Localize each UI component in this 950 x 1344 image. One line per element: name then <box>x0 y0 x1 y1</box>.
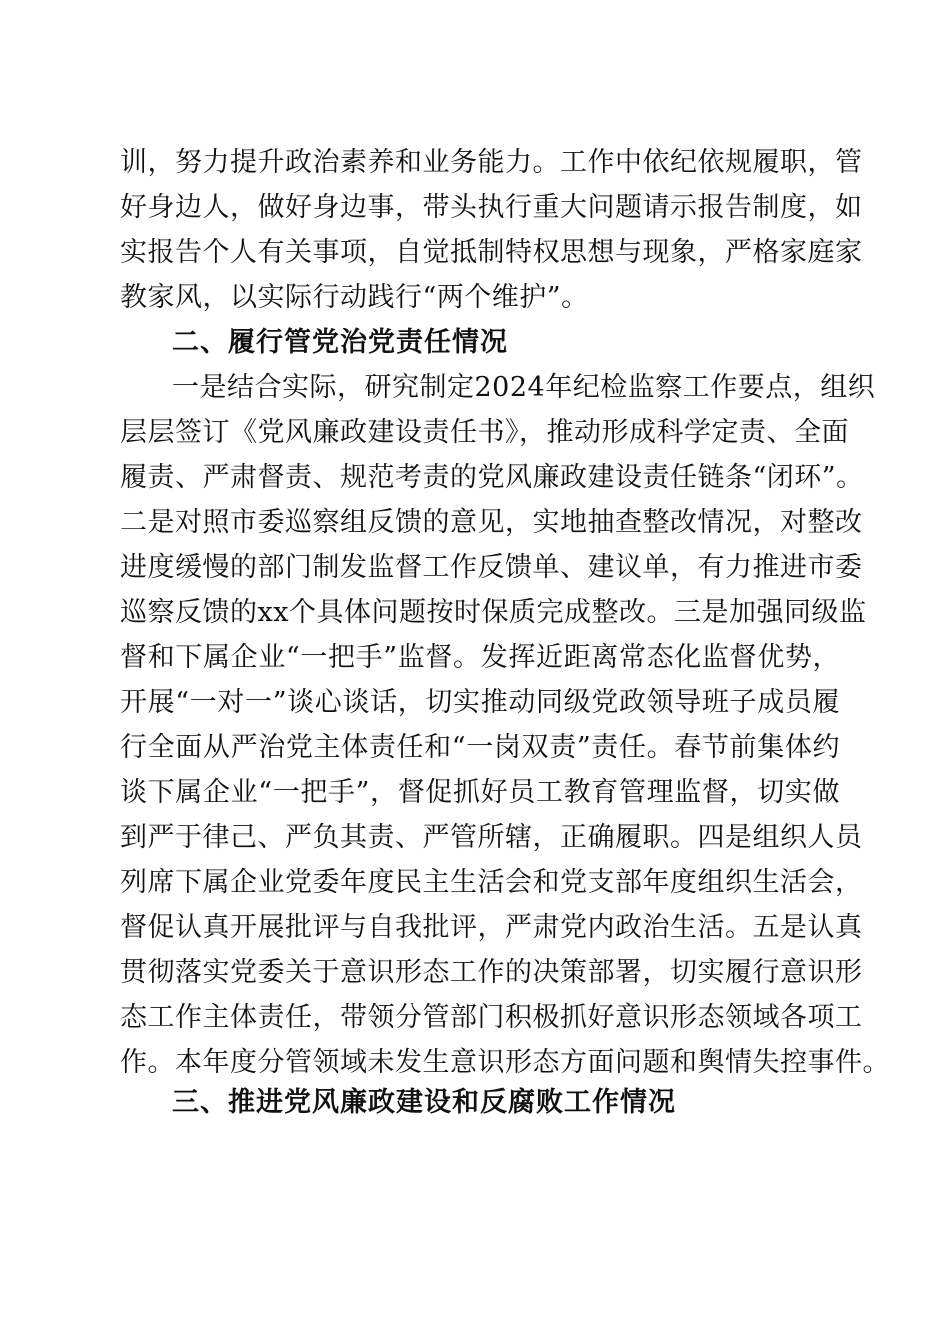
paragraph-2-line-6: 巡察反馈的xx个具体问题按时保质完成整改。三是加强同级监 <box>120 597 867 628</box>
paragraph-1-line-4: 教家风，以实际行动践行“两个维护”。 <box>120 282 589 313</box>
paragraph-2-line-13: 督促认真开展批评与自我批评，严肃党内政治生活。五是认真 <box>120 912 863 943</box>
paragraph-2-line-12: 列席下属企业党委年度民主生活会和党支部年度组织生活会， <box>120 867 863 898</box>
paragraph-2-line-2: 层层签订《党风廉政建设责任书》，推动形成科学定责、全面 <box>120 417 849 448</box>
paragraph-2-line-5: 进度缓慢的部门制发监督工作反馈单、建议单，有力推进市委 <box>120 552 863 583</box>
paragraph-2-line-3: 履责、严肃督责、规范考责的党风廉政建设责任链条“闭环”。 <box>120 462 864 493</box>
paragraph-1-line-3: 实报告个人有关事项，自觉抵制特权思想与现象，严格家庭家 <box>120 237 863 268</box>
paragraph-2-line-16: 作。本年度分管领域未发生意识形态方面问题和舆情失控事件。 <box>120 1047 890 1078</box>
paragraph-2-line-10: 谈下属企业“一把手”，督促抓好员工教育管理监督，切实做 <box>120 777 840 808</box>
paragraph-2-line-1: 一是结合实际，研究制定2024年纪检监察工作要点，组织 <box>172 372 876 403</box>
paragraph-2-line-14: 贯彻落实党委关于意识形态工作的决策部署，切实履行意识形 <box>120 957 863 988</box>
section-heading-3: 三、推进党风廉政建设和反腐败工作情况 <box>172 1087 676 1118</box>
paragraph-1-line-2: 好身边人，做好身边事，带头执行重大问题请示报告制度，如 <box>120 192 863 223</box>
paragraph-2-line-8: 开展“一对一”谈心谈话，切实推动同级党政领导班子成员履 <box>120 687 840 718</box>
paragraph-1-line-1: 训，努力提升政治素养和业务能力。工作中依纪依规履职，管 <box>120 147 863 178</box>
paragraph-2-line-15: 态工作主体责任，带领分管部门积极抓好意识形态领域各项工 <box>120 1002 863 1033</box>
paragraph-2-line-4: 二是对照市委巡察组反馈的意见，实地抽查整改情况，对整改 <box>120 507 863 538</box>
paragraph-2-line-11: 到严于律己、严负其责、严管所辖，正确履职。四是组织人员 <box>120 822 863 853</box>
section-heading-2: 二、履行管党治党责任情况 <box>172 327 508 358</box>
paragraph-2-line-9: 行全面从严治党主体责任和“一岗双责”责任。春节前集体约 <box>120 732 840 763</box>
paragraph-2-line-7: 督和下属企业“一把手”监督。发挥近距离常态化监督优势， <box>120 642 840 673</box>
